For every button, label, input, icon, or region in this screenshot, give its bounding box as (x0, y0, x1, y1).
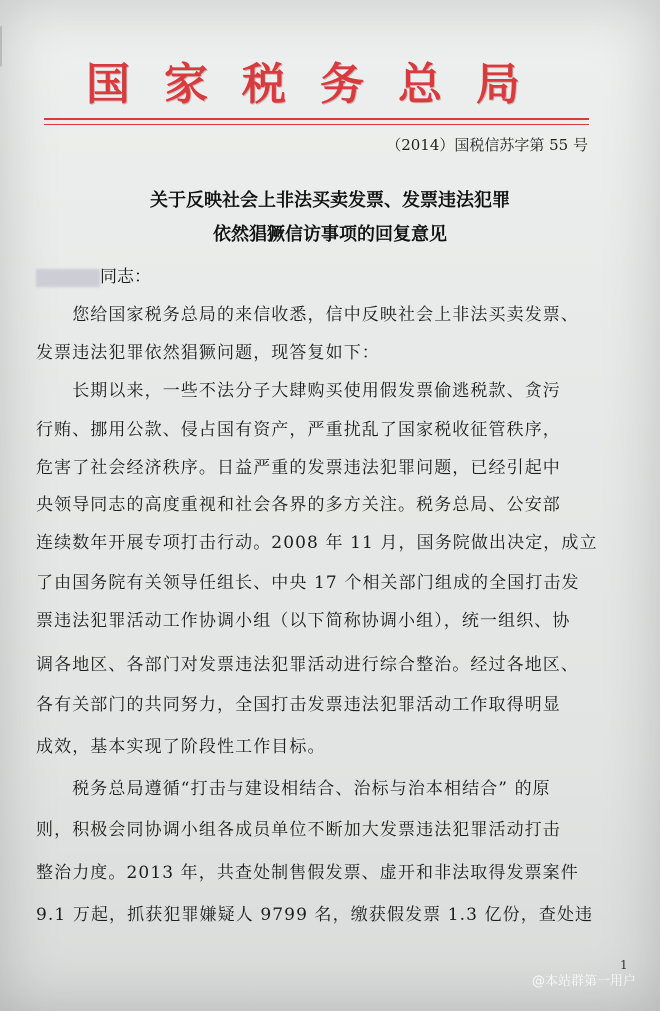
letterhead-rule (44, 118, 589, 120)
body-line: 税务总局遵循“打击与建设相结合、治标与治本相结合” 的原 (36, 779, 551, 799)
body-line: 行贿、挪用公款、侵占国有资产，严重扰乱了国家税收征管秩序， (36, 420, 561, 440)
body-line: 连续数年开展专项打击行动。2008 年 11 月，国务院做出决定，成立 (36, 533, 598, 553)
redacted-name (36, 269, 100, 287)
body-line: 了由国务院有关领导任组长、中央 17 个相关部门组成的全国打击发 (36, 573, 580, 593)
document-title-line-1: 关于反映社会上非法买卖发票、发票违法犯罪 (150, 190, 510, 211)
document-title-line-2: 依然猖獗信访事项的回复意见 (213, 224, 447, 245)
letterhead-rule-thin (44, 124, 589, 125)
body-line: 央领导同志的高度重视和社会各界的多方关注。税务总局、公安部 (36, 495, 561, 515)
body-line: 则，积极会同协调小组各成员单位不断加大发票违法犯罪活动打击 (36, 820, 561, 840)
salutation (36, 262, 151, 287)
watermark-text: @本站群第一用户 (531, 974, 636, 989)
body-line: 成效，基本实现了阶段性工作目标。 (36, 737, 326, 757)
body-line: 各有关部门的共同努力，全国打击发票违法犯罪活动工作取得明显 (36, 695, 561, 715)
body-line: 票违法犯罪活动工作协调小组（以下简称协调小组），统一组织、协 (36, 611, 571, 631)
body-line: 长期以来，一些不法分子大肆购买使用假发票偷逃税款、贪污 (36, 381, 561, 401)
body-line: 危害了社会经济秩序。日益严重的发票违法犯罪问题，已经引起中 (36, 458, 561, 478)
body-line: 发票违法犯罪依然猖獗问题，现答复如下： (36, 343, 380, 363)
document-number: （2014）国税信苏字第 55 号 (386, 136, 588, 154)
body-line: 调各地区、各部门对发票违法犯罪活动进行综合整治。经过各地区、 (36, 655, 579, 675)
salutation-suffix: 同志： (100, 267, 151, 287)
body-line: 9.1 万起，抓获犯罪嫌疑人 9799 名，缴获假发票 1.3 亿份，查处违 (36, 905, 594, 925)
letterhead-title: 国家税务总局 (86, 59, 554, 110)
body-line: 整治力度。2013 年，共查处制售假发票、虚开和非法取得发票案件 (36, 863, 579, 883)
page-number: 1 (620, 958, 628, 972)
body-line: 您给国家税务总局的来信收悉，信中反映社会上非法买卖发票、 (36, 305, 579, 325)
